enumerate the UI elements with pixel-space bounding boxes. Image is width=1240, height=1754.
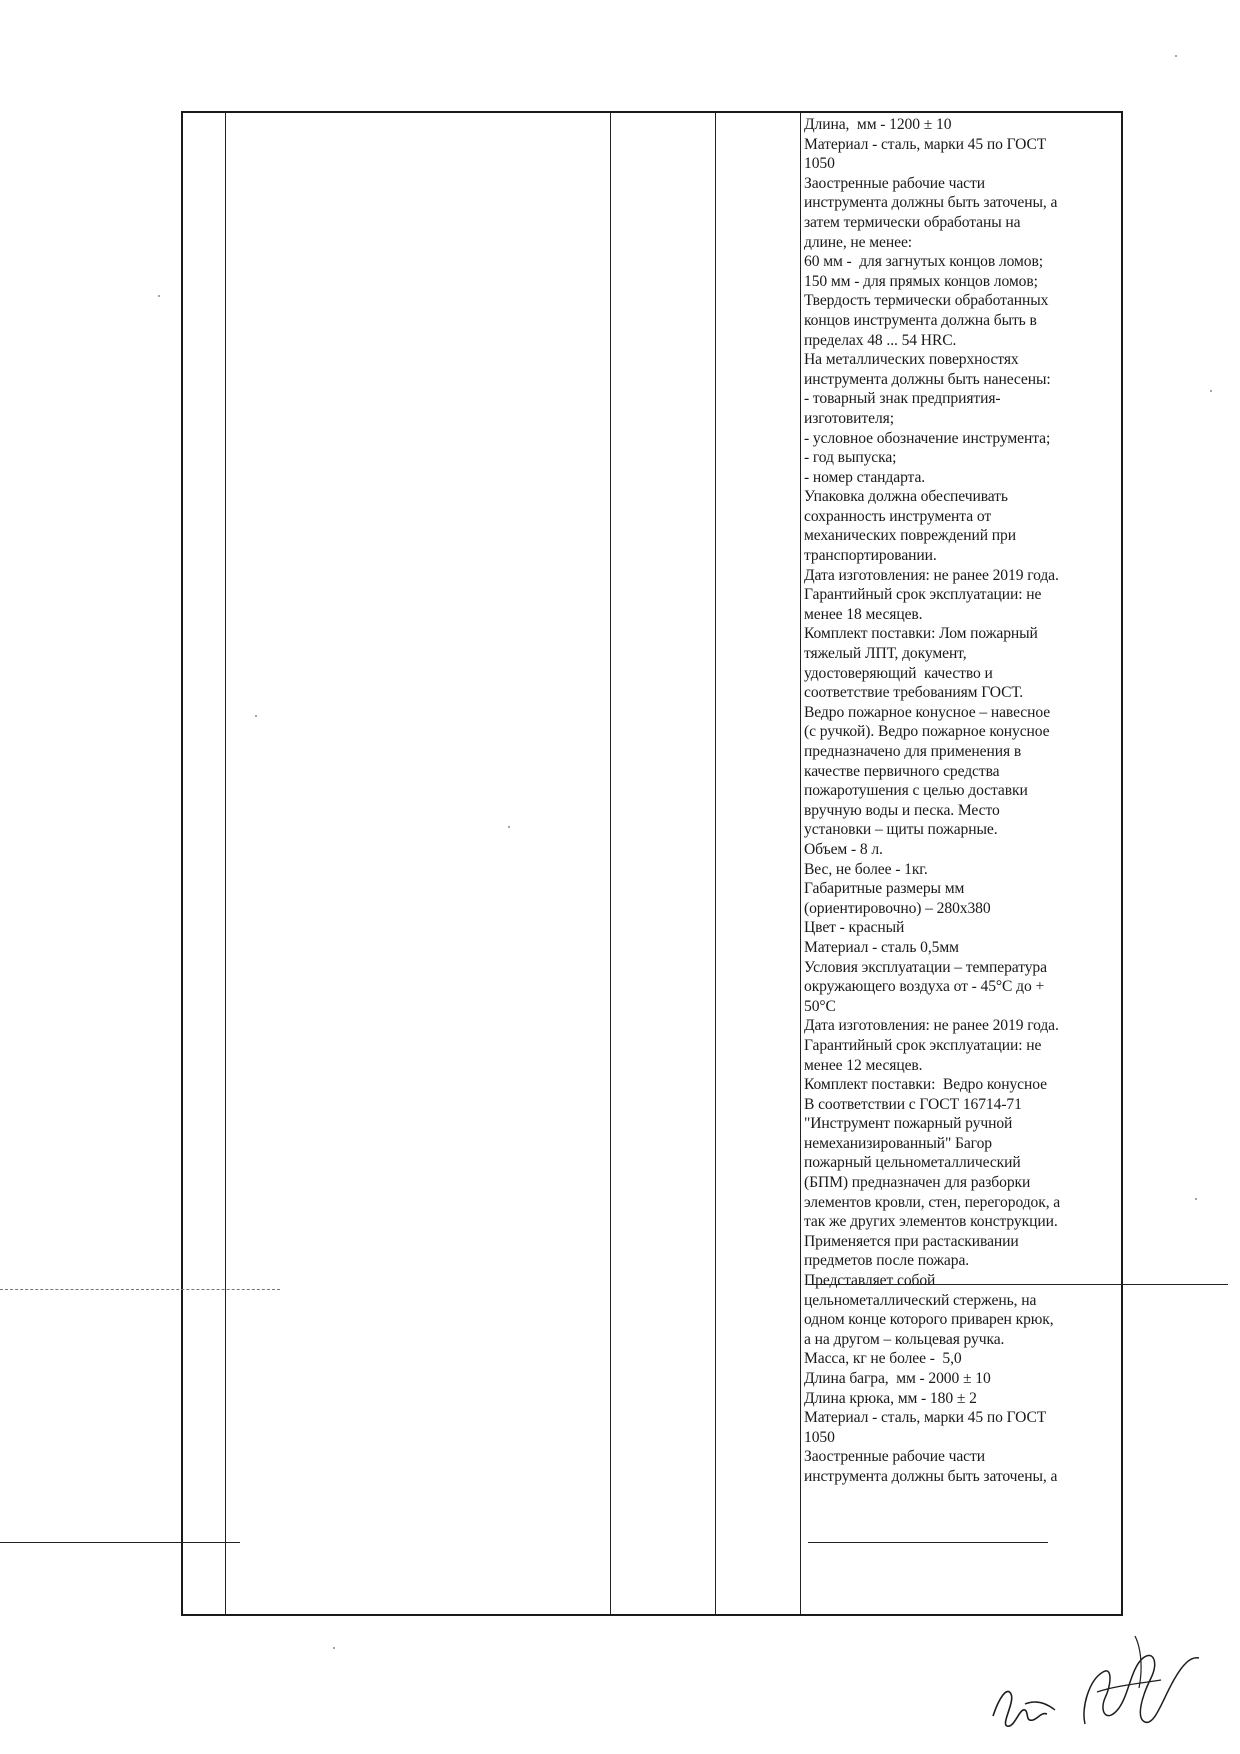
spec-line: Вес, не более - 1кг. — [804, 860, 928, 878]
spec-line: инструмента должны быть заточены, а — [804, 1467, 1058, 1485]
spec-line: качестве первичного средства — [804, 762, 1000, 780]
spec-line: 50°С — [804, 997, 836, 1015]
spec-line: Материал - сталь, марки 45 по ГОСТ — [804, 1409, 1047, 1427]
spec-line: Комплект поставки: Ведро конусное — [804, 1076, 1047, 1094]
spec-line: - условное обозначение инструмента; — [804, 429, 1051, 447]
spec-line: инструмента должны быть нанесены: — [804, 370, 1051, 388]
spec-line: пределах 48 ... 54 HRC. — [804, 331, 957, 349]
spec-line: Заостренные рабочие части — [804, 1448, 985, 1466]
spec-line: Цвет - красный — [804, 919, 905, 937]
spec-line: а на другом – кольцевая ручка. — [804, 1330, 1005, 1348]
spec-line: (ориентировочно) – 280х380 — [804, 899, 991, 917]
spec-line: Длина, мм - 1200 ± 10 — [804, 116, 952, 133]
spec-line: (с ручкой). Ведро пожарное конусное — [804, 723, 1050, 741]
spec-line: Твердость термически обработанных — [804, 292, 1049, 310]
spec-line: Дата изготовления: не ранее 2019 года. — [804, 566, 1059, 584]
spec-line: - номер стандарта. — [804, 468, 926, 486]
spec-line: 150 мм - для прямых концов ломов; — [804, 272, 1038, 290]
spec-line: Комплект поставки: Лом пожарный — [804, 625, 1038, 643]
scan-artifact-line — [0, 1289, 280, 1290]
spec-line: Заостренные рабочие части — [804, 174, 985, 192]
spec-line: тяжелый ЛПТ, документ, — [804, 645, 967, 663]
specification-cell — [804, 115, 1122, 1487]
spec-line: так же других элементов конструкции. — [804, 1213, 1058, 1231]
column-divider — [800, 113, 801, 1614]
spec-line: концов инструмента должна быть в — [804, 311, 1037, 329]
spec-line: 1050 — [804, 155, 835, 173]
spec-line: - год выпуска; — [804, 449, 897, 467]
spec-line: пожаротушения с целью доставки — [804, 782, 1028, 800]
scan-artifact-line — [0, 1542, 240, 1543]
spec-line: В соответствии с ГОСТ 16714-71 — [804, 1095, 1022, 1113]
spec-line: Объем - 8 л. — [804, 840, 883, 858]
spec-line: инструмента должны быть заточены, а — [804, 194, 1058, 212]
spec-line: немеханизированный" Багор — [804, 1134, 992, 1152]
spec-line: окружающего воздуха от - 45°С до + — [804, 978, 1045, 996]
spec-line: предметов после пожара. — [804, 1252, 970, 1270]
scan-speck — [1195, 1198, 1197, 1200]
column-divider — [715, 113, 716, 1614]
spec-line: установки – щиты пожарные. — [804, 821, 998, 839]
column-divider — [225, 113, 226, 1614]
spec-line: Гарантийный срок эксплуатации: не — [804, 586, 1042, 604]
spec-line: Представляет собой — [804, 1272, 936, 1290]
spec-line: Дата изготовления: не ранее 2019 года. — [804, 1017, 1059, 1035]
spec-line: длине, не менее: — [804, 233, 912, 251]
spec-line: менее 12 месяцев. — [804, 1056, 923, 1074]
spec-line: затем термически обработаны на — [804, 213, 1021, 231]
spec-line: вручную воды и песка. Место — [804, 801, 1000, 819]
scan-speck — [255, 715, 257, 717]
spec-line: Ведро пожарное конусное – навесное — [804, 703, 1051, 721]
spec-line: 1050 — [804, 1428, 835, 1446]
handwritten-signature — [985, 1628, 1205, 1738]
spec-line: цельнометаллический стержень, на — [804, 1291, 1037, 1309]
spec-line: Габаритные размеры мм — [804, 880, 965, 898]
scan-speck — [508, 826, 510, 828]
spec-line: менее 18 месяцев. — [804, 605, 923, 623]
specification-table — [181, 111, 1123, 1616]
scan-artifact-line — [808, 1542, 1048, 1543]
spec-line: транспортировании. — [804, 547, 937, 565]
spec-line: удостоверяющий качество и — [804, 664, 993, 682]
spec-line: механических повреждений при — [804, 527, 1016, 545]
spec-line: Длина багра, мм - 2000 ± 10 — [804, 1370, 991, 1387]
spec-line: пожарный цельнометаллический — [804, 1154, 1021, 1172]
spec-line: одном конце которого приварен крюк, — [804, 1311, 1054, 1329]
spec-line: Условия эксплуатации – температура — [804, 958, 1047, 976]
spec-line: Материал - сталь 0,5мм — [804, 938, 959, 956]
spec-line: изготовителя; — [804, 409, 894, 427]
spec-line: элементов кровли, стен, перегородок, а — [804, 1193, 1061, 1211]
spec-line: предназначено для применения в — [804, 743, 1022, 760]
scan-speck — [333, 1647, 335, 1649]
scan-speck — [1210, 390, 1212, 392]
spec-line: "Инструмент пожарный ручной — [804, 1115, 1013, 1133]
spec-line: Упаковка должна обеспечивать — [804, 488, 1008, 506]
spec-line: Гарантийный срок эксплуатации: не — [804, 1036, 1042, 1054]
spec-line: - товарный знак предприятия- — [804, 390, 1001, 408]
spec-line: Материал - сталь, марки 45 по ГОСТ — [804, 135, 1047, 153]
spec-line: Применяется при растаскивании — [804, 1232, 1019, 1250]
scan-artifact-line — [808, 1284, 1228, 1285]
spec-line: На металлических поверхностях — [804, 351, 1019, 369]
scan-speck — [158, 295, 160, 297]
spec-line: Масса, кг не более - 5,0 — [804, 1350, 962, 1368]
column-divider — [610, 113, 611, 1614]
spec-line: Длина крюка, мм - 180 ± 2 — [804, 1389, 977, 1407]
spec-line: сохранность инструмента от — [804, 507, 992, 525]
scan-speck — [1175, 55, 1177, 57]
spec-line: (БПМ) предназначен для разборки — [804, 1174, 1031, 1192]
spec-line: соответствие требованиям ГОСТ. — [804, 684, 1024, 702]
spec-line: 60 мм - для загнутых концов ломов; — [804, 253, 1043, 271]
